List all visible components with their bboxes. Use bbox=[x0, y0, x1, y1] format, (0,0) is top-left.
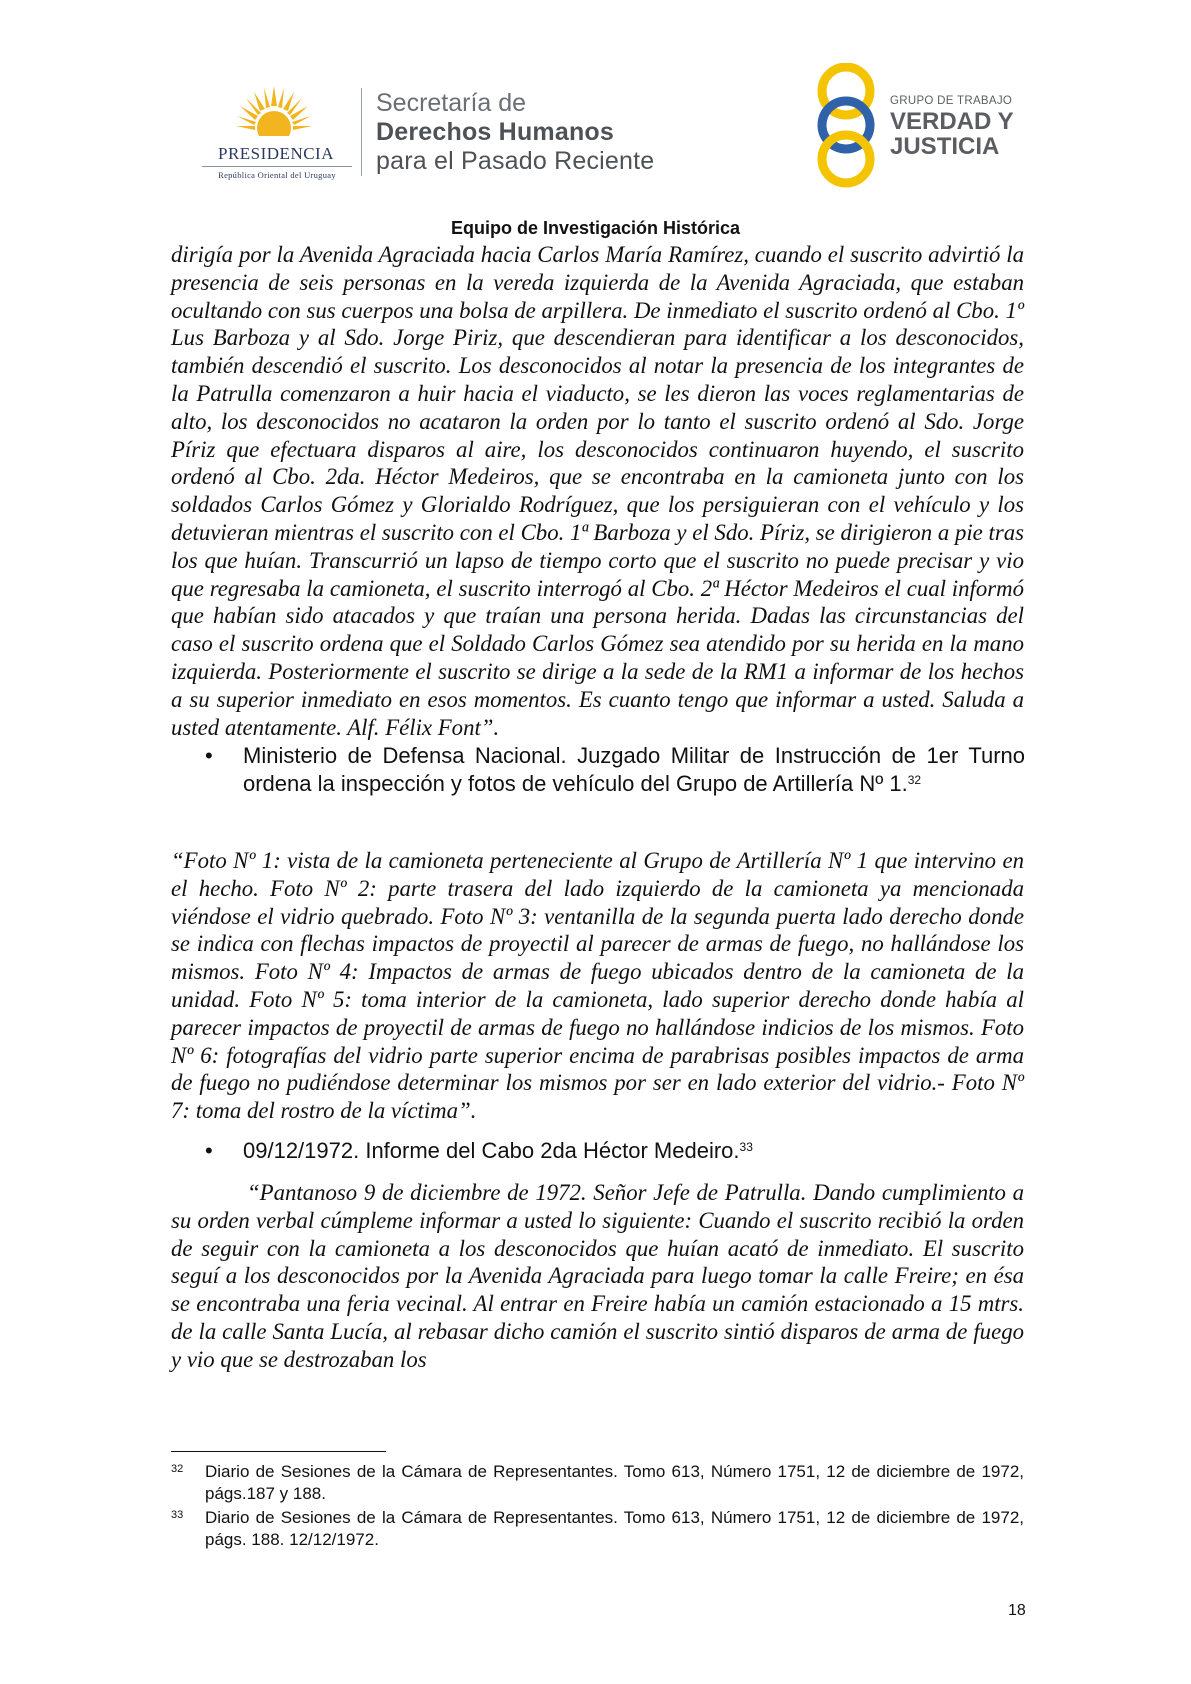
footnote-ref-33[interactable]: 33 bbox=[739, 1140, 753, 1154]
secretaria-line-3: para el Pasado Reciente bbox=[376, 147, 655, 175]
footnote-separator bbox=[171, 1451, 386, 1452]
page-number: 18 bbox=[1008, 1602, 1026, 1619]
quote-paragraph-1: dirigía por la Avenida Agraciada hacia Carlos María Ramírez, cuando el suscrito advirtió la presencia de seis personas en la vereda izquierda de la Avenida Agraciada, que estaban ocultando con sus cuerpos una bolsa de arpillera. De inmediato el suscrito ordenó al Cbo. 1º Lus Barboza y al Sdo. Jorge Piriz, que descendieran para identificar a los desconocidos, también descendió el suscrito. Los desconocidos al notar la presencia de los integrantes de la Patrulla comenzaron a huir hacia el viaducto, se les dieron las voces reglamentarias de alto, los desconocidos no acataron la orden por lo tanto el suscrito ordenó al Sdo. Jorge Píriz que efectuara disparos al aire, los desconocidos continuaron huyendo, el suscrito ordenó al Cbo. 2da. Héctor Medeiros, que se encontraba en la camioneta junto con los soldados Carlos Gómez y Glorialdo Rodríguez, que los persiguieran con el vehículo y los detuvieran mientras el suscrito con el Cbo. 1ª Barboza y el Sdo. Píriz, se dirigieron a pie tras los que huían. Transcurrió un lapso de tiempo corto que el suscrito no puede precisar y vio que regresaba la camioneta, el suscrito interrogó al Cbo. 2ª Héctor Medeiros el cual informó que habían sido atacados y que traían una persona herida. Dadas las circunstancias del caso el suscrito ordena que el Soldado Carlos Gómez sea atendido por su herida en la mano izquierda. Posteriormente el suscrito se dirige a la sede de la RM1 a informar de los hechos a su superior inmediato en esos momentos. Es cuanto tengo que informar a usted. Saluda a usted atentamente. Alf. Félix Font”. bbox=[171, 242, 1024, 740]
secretaria-title bbox=[376, 89, 654, 176]
footnote-text: Diario de Sesiones de la Cámara de Representantes. Tomo 613, Número 1751, 12 de diciembre de 1972, págs.187 y 188. bbox=[205, 1462, 1024, 1503]
quote-paragraph-2: “Foto Nº 1: vista de la camioneta perteneciente al Grupo de Artillería Nº 1 que intervino en el hecho. Foto Nº 2: parte trasera del lado izquierdo de la camioneta ya mencionada viéndose el vidrio quebrado. Foto Nº 3: ventanilla de la segunda puerta lado derecho donde se indica con flechas impactos de proyectil al parecer de armas de fuego, no hallándose los mismos. Foto Nº 4: Impactos de armas de fuego ubicados dentro de la camioneta de la unidad. Foto Nº 5: toma interior de la camioneta, lado superior derecho donde había al parecer impactos de proyectil de armas de fuego no hallándose indicios de los mismos. Foto Nº 6: fotografías del vidrio parte superior encima de parabrisas posibles impactos de arma de fuego no pudiéndose determinar los mismos por ser en lado exterior del vidrio.- Foto Nº 7: toma del rostro de la víctima”. bbox=[171, 848, 1024, 1124]
footnote-number: 33 bbox=[171, 1509, 184, 1521]
gtvj-line-2: JUSTICIA bbox=[890, 133, 1000, 160]
bullet-text: 09/12/1972. Informe del Cabo 2da Héctor Medeiro.$^{33}$ bbox=[243, 1138, 753, 1163]
presidencia-logo bbox=[196, 84, 361, 179]
secretaria-line-2: Derechos Humanos bbox=[376, 118, 614, 146]
rings-icon bbox=[812, 63, 882, 188]
gtvj-line-1: VERDAD Y bbox=[890, 108, 1014, 135]
bullet-text: Ministerio de Defensa Nacional. Juzgado Militar de Instrucción de 1er Turno ordena la inspección y fotos de vehículo del Grupo de Artillería Nº 1.32 bbox=[243, 743, 1025, 796]
footnote-ref-32[interactable]: 32 bbox=[907, 773, 922, 787]
presidencia-subtitle: República Oriental del Uruguay bbox=[218, 170, 336, 180]
gtvj-wordmark bbox=[890, 109, 1014, 159]
quote-paragraph-3: “Pantanoso 9 de diciembre de 1972. Señor Jefe de Patrulla. Dando cumplimiento a su orden verbal cúmpleme informar a usted lo siguiente: Cuando el suscrito recibió la orden de seguir con la camioneta a los desconocidos que huían acató de inmediato. El suscrito seguí a los desconocidos por la Avenida Agraciada para luego tomar la calle Freire; en ésa se encontraba una feria vecinal. Al entrar en Freire había un camión estacionado a 15 mtrs. de la calle Santa Lucía, al rebasar dicho camión el suscrito sintió disparos de arma de fuego y vio que se destrozaban los bbox=[171, 1180, 1024, 1372]
sun-icon bbox=[234, 84, 314, 144]
team-title: Equipo de Investigación Histórica bbox=[450, 218, 741, 238]
presidencia-wordmark: PRESIDENCIA bbox=[217, 144, 334, 163]
bullet-symbol: • bbox=[205, 1138, 213, 1163]
gtvj-subtitle: GRUPO DE TRABAJO bbox=[890, 95, 1013, 107]
header-divider bbox=[361, 88, 362, 176]
footnote-number: 32 bbox=[171, 1463, 184, 1475]
bullet-symbol: • bbox=[205, 743, 213, 768]
verdad-justicia-logo bbox=[812, 63, 1022, 188]
logo-rule bbox=[202, 166, 352, 167]
page-header bbox=[0, 0, 1191, 210]
secretaria-line-1: Secretaría de bbox=[376, 89, 527, 117]
footnote-text: Diario de Sesiones de la Cámara de Representantes. Tomo 613, Número 1751, 12 de diciembre de 1972, págs. 188. 12/12/1972. bbox=[205, 1508, 1024, 1549]
